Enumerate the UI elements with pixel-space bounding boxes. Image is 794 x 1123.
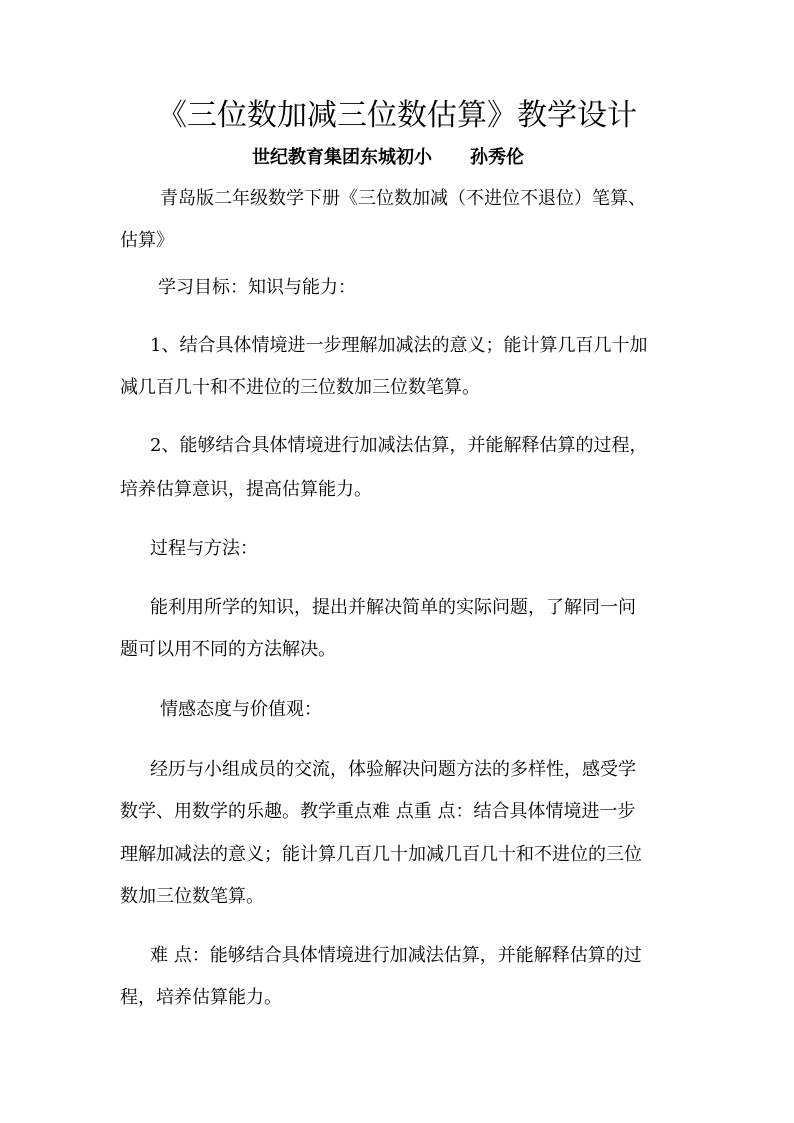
author-line xyxy=(252,145,524,171)
school-name: 世纪教育集团东城初小 xyxy=(252,147,432,168)
paragraph-line: 青岛版二年级数学下册《三位数加减（不进位不退位）笔算、 xyxy=(160,188,646,209)
paragraph-line: 经历与小组成员的交流，体验解决问题方法的多样性，感受学 xyxy=(150,759,636,780)
section-heading: 过程与方法： xyxy=(150,538,258,559)
paragraph-line: 减几百几十和不进位的三位数加三位数笔算。 xyxy=(120,377,480,398)
author-name: 孙秀伦 xyxy=(470,147,524,168)
paragraph-line: 培养估算意识，提高估算能力。 xyxy=(120,479,372,500)
paragraph-line: 2、能够结合具体情境进行加减法估算，并能解释估算的过程， xyxy=(150,435,648,456)
document-title: 《三位数加减三位数估算》教学设计 xyxy=(157,98,637,133)
paragraph-line: 难 点：能够结合具体情境进行加减法估算，并能解释估算的过 xyxy=(150,945,642,966)
paragraph-line: 估算》 xyxy=(120,230,174,251)
paragraph-line: 理解加减法的意义；能计算几百几十加减几百几十和不进位的三位 xyxy=(120,844,642,865)
paragraph-line: 数学、用数学的乐趣。教学重点难 点重 点：结合具体情境进一步 xyxy=(120,801,636,822)
paragraph-line: 数加三位数笔算。 xyxy=(120,886,264,907)
paragraph-line: 题可以用不同的方法解决。 xyxy=(120,639,336,660)
section-heading: 学习目标：知识与能力： xyxy=(158,277,356,298)
paragraph-line: 能利用所学的知识，提出并解决简单的实际问题，了解同一问 xyxy=(150,597,636,618)
paragraph-line: 程，培养估算能力。 xyxy=(120,987,282,1008)
section-heading: 情感态度与价值观： xyxy=(160,699,322,720)
paragraph-line: 1、结合具体情境进一步理解加减法的意义；能计算几百几十加 xyxy=(150,335,648,356)
